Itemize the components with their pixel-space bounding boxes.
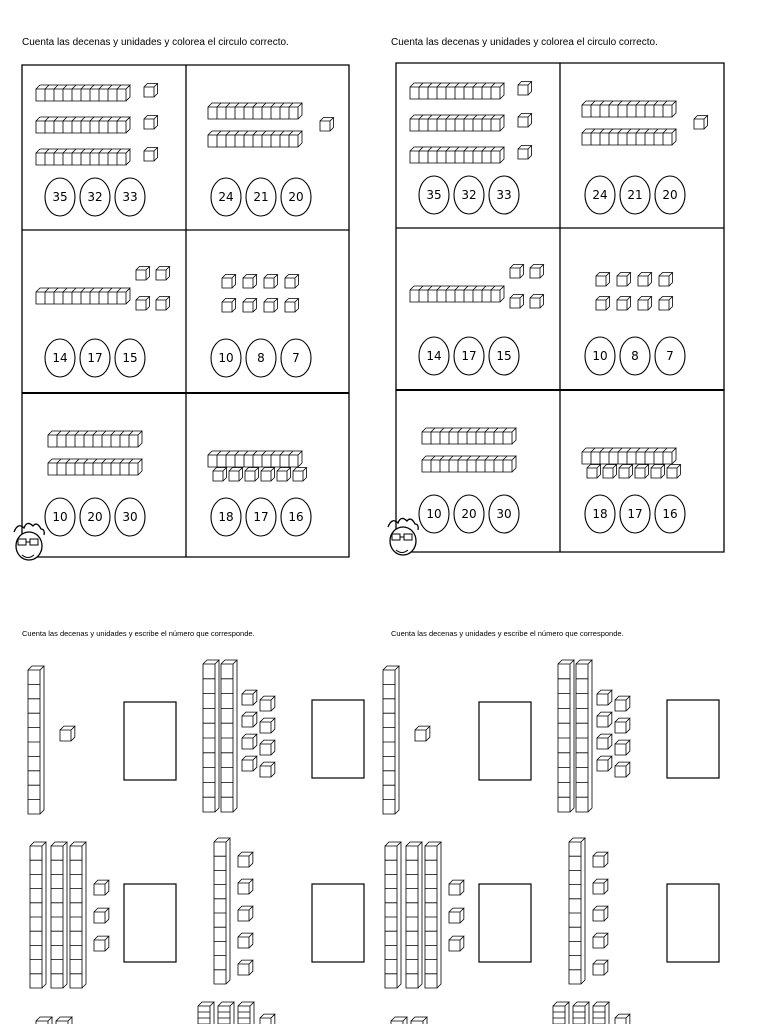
unit-cube <box>238 960 253 975</box>
exercise-cell <box>208 451 311 536</box>
answer-circle[interactable] <box>281 339 311 377</box>
answer-circle[interactable] <box>115 498 145 536</box>
answer-option-label: 20 <box>461 507 477 521</box>
answer-box[interactable] <box>312 700 364 778</box>
unit-cube <box>617 273 631 287</box>
unit-cube <box>596 297 610 311</box>
ten-rod <box>218 1002 234 1024</box>
unit-cube <box>638 273 652 287</box>
exercise-cell <box>208 103 334 216</box>
exercise-cell <box>582 448 685 533</box>
ten-rod <box>406 842 422 988</box>
answer-option-label: 33 <box>496 188 512 202</box>
exercise-cell <box>36 267 170 378</box>
unit-cube <box>243 299 257 313</box>
answer-option-label: 14 <box>426 349 442 363</box>
ten-rod <box>391 1017 407 1024</box>
unit-cube <box>597 712 612 727</box>
answer-option-label: 16 <box>662 507 678 521</box>
ten-rod <box>558 660 574 812</box>
lower-worksheet-right <box>383 660 719 1024</box>
answer-option-label: 14 <box>52 351 68 365</box>
ten-rod <box>582 101 676 117</box>
unit-cube <box>615 1014 630 1024</box>
exercise-cell <box>585 273 685 376</box>
unit-cube <box>518 146 532 160</box>
answer-circle[interactable] <box>211 339 241 377</box>
answer-option-label: 17 <box>461 349 477 363</box>
answer-circle[interactable] <box>489 495 519 533</box>
answer-box[interactable] <box>479 702 531 780</box>
ten-rod <box>48 431 142 447</box>
ten-rod <box>582 448 676 464</box>
answer-circle[interactable] <box>620 495 650 533</box>
answer-circle[interactable] <box>489 337 519 375</box>
unit-cube <box>619 465 633 479</box>
answer-box[interactable] <box>124 884 176 962</box>
answer-circle[interactable] <box>80 178 110 216</box>
unit-cube <box>245 468 259 482</box>
unit-cube <box>264 275 278 289</box>
ten-rod <box>410 147 504 163</box>
answer-option-label: 24 <box>592 188 608 202</box>
exercise-cell <box>45 431 145 536</box>
unit-cube <box>518 82 532 96</box>
unit-cube <box>238 933 253 948</box>
ten-rod <box>36 117 130 133</box>
answer-box[interactable] <box>312 884 364 962</box>
ten-rod <box>569 838 585 984</box>
unit-cube <box>603 465 617 479</box>
ten-rod <box>208 451 302 467</box>
answer-circle[interactable] <box>489 176 519 214</box>
answer-circle[interactable] <box>585 495 615 533</box>
unit-cube <box>587 465 601 479</box>
answer-circle[interactable] <box>454 495 484 533</box>
exercise-cell <box>419 428 519 533</box>
answer-option-label: 17 <box>87 351 103 365</box>
ten-rod <box>411 1017 427 1024</box>
unit-cube <box>94 936 109 951</box>
worksheet-title-left: Cuenta las decenas y unidades y colorea el circulo correcto. <box>22 37 289 48</box>
unit-cube <box>597 690 612 705</box>
answer-circle[interactable] <box>419 337 449 375</box>
unit-cube <box>597 756 612 771</box>
ten-rod <box>28 666 44 814</box>
unit-cube <box>667 465 681 479</box>
boy-face-icon <box>14 523 44 560</box>
unit-cube <box>144 84 158 98</box>
answer-circle[interactable] <box>655 176 685 214</box>
answer-circle[interactable] <box>45 498 75 536</box>
ten-rod <box>425 842 441 988</box>
unit-cube <box>260 696 275 711</box>
exercise-cell <box>410 265 544 376</box>
unit-cube <box>60 726 75 741</box>
ten-rod <box>198 1002 214 1024</box>
unit-cube <box>261 468 275 482</box>
ten-rod <box>203 660 219 812</box>
unit-cube <box>449 880 464 895</box>
worksheet-left <box>14 65 349 560</box>
answer-option-label: 16 <box>288 510 304 524</box>
unit-cube <box>638 297 652 311</box>
unit-cube <box>293 468 307 482</box>
unit-cube <box>242 756 257 771</box>
unit-cube <box>617 297 631 311</box>
answer-option-label: 10 <box>218 351 234 365</box>
answer-option-label: 20 <box>662 188 678 202</box>
ten-rod <box>208 131 302 147</box>
answer-circle[interactable] <box>620 176 650 214</box>
answer-circle[interactable] <box>211 178 241 216</box>
lower-worksheet-title-left: Cuenta las decenas y unidades y escribe el número que corresponde. <box>22 629 255 638</box>
unit-cube <box>530 295 544 309</box>
unit-cube <box>449 908 464 923</box>
unit-cube <box>659 297 673 311</box>
answer-option-label: 10 <box>592 349 608 363</box>
unit-cube <box>136 297 150 311</box>
lower-worksheet-left <box>28 660 364 1024</box>
unit-cube <box>260 762 275 777</box>
ten-rod <box>385 842 401 988</box>
answer-option-label: 15 <box>122 351 138 365</box>
ten-rod <box>56 1017 72 1024</box>
unit-cube <box>242 734 257 749</box>
ten-rod <box>410 286 504 302</box>
answer-circle[interactable] <box>454 176 484 214</box>
ten-rod <box>221 660 237 812</box>
answer-option-label: 18 <box>218 510 234 524</box>
unit-cube <box>593 906 608 921</box>
ten-rod <box>422 456 516 472</box>
exercise-cell <box>36 84 158 217</box>
unit-cube <box>449 936 464 951</box>
ten-rod <box>48 459 142 475</box>
answer-option-label: 10 <box>52 510 68 524</box>
ten-rod <box>553 1002 569 1024</box>
answer-box[interactable] <box>667 700 719 778</box>
answer-option-label: 30 <box>122 510 138 524</box>
unit-cube <box>238 906 253 921</box>
unit-cube <box>94 908 109 923</box>
worksheet-right <box>388 63 724 555</box>
answer-option-label: 7 <box>292 351 300 365</box>
answer-circle[interactable] <box>281 498 311 536</box>
unit-cube <box>136 267 150 281</box>
answer-box[interactable] <box>667 884 719 962</box>
unit-cube <box>593 933 608 948</box>
unit-cube <box>264 299 278 313</box>
answer-option-label: 35 <box>52 190 68 204</box>
ten-rod <box>51 842 67 988</box>
answer-option-label: 35 <box>426 188 442 202</box>
lower-worksheet-title-right: Cuenta las decenas y unidades y escribe el número que corresponde. <box>391 629 624 638</box>
answer-circle[interactable] <box>585 176 615 214</box>
unit-cube <box>156 297 170 311</box>
unit-cube <box>229 468 243 482</box>
answer-option-label: 21 <box>627 188 643 202</box>
answer-circle[interactable] <box>620 337 650 375</box>
unit-cube <box>144 116 158 130</box>
unit-cube <box>260 718 275 733</box>
ten-rod <box>70 842 86 988</box>
answer-option-label: 32 <box>87 190 103 204</box>
ten-rod <box>214 838 230 984</box>
ten-rod <box>208 103 302 119</box>
unit-cube <box>285 299 299 313</box>
answer-circle[interactable] <box>281 178 311 216</box>
answer-circle[interactable] <box>419 495 449 533</box>
unit-cube <box>222 299 236 313</box>
answer-option-label: 10 <box>426 507 442 521</box>
answer-circle[interactable] <box>655 337 685 375</box>
answer-option-label: 20 <box>87 510 103 524</box>
ten-rod <box>36 149 130 165</box>
ten-rod <box>422 428 516 444</box>
unit-cube <box>593 879 608 894</box>
unit-cube <box>242 712 257 727</box>
ten-rod <box>36 1017 52 1024</box>
answer-circle[interactable] <box>45 178 75 216</box>
answer-circle[interactable] <box>211 498 241 536</box>
unit-cube <box>510 265 524 279</box>
unit-cube <box>242 690 257 705</box>
unit-cube <box>238 852 253 867</box>
unit-cube <box>615 718 630 733</box>
unit-cube <box>659 273 673 287</box>
unit-cube <box>277 468 291 482</box>
unit-cube <box>615 740 630 755</box>
boy-face-icon <box>388 518 418 555</box>
unit-cube <box>530 265 544 279</box>
answer-circle[interactable] <box>419 176 449 214</box>
answer-circle[interactable] <box>80 498 110 536</box>
answer-option-label: 17 <box>627 507 643 521</box>
answer-option-label: 21 <box>253 190 269 204</box>
answer-option-label: 17 <box>253 510 269 524</box>
worksheet-title-right: Cuenta las decenas y unidades y colorea el circulo correcto. <box>391 37 658 48</box>
ten-rod <box>573 1002 589 1024</box>
ten-rod <box>36 288 130 304</box>
exercise-cell <box>211 275 311 378</box>
unit-cube <box>615 696 630 711</box>
exercise-cell <box>410 82 532 215</box>
answer-circle[interactable] <box>585 337 615 375</box>
answer-option-label: 8 <box>257 351 265 365</box>
unit-cube <box>243 275 257 289</box>
exercise-cell <box>582 101 708 214</box>
unit-cube <box>597 734 612 749</box>
answer-option-label: 20 <box>288 190 304 204</box>
answer-option-label: 33 <box>122 190 138 204</box>
unit-cube <box>651 465 665 479</box>
answer-box[interactable] <box>479 884 531 962</box>
answer-circle[interactable] <box>246 498 276 536</box>
unit-cube <box>510 295 524 309</box>
ten-rod <box>410 83 504 99</box>
ten-rod <box>593 1002 609 1024</box>
unit-cube <box>213 468 227 482</box>
answer-circle[interactable] <box>655 495 685 533</box>
answer-circle[interactable] <box>115 339 145 377</box>
unit-cube <box>694 116 708 130</box>
unit-cube <box>415 726 430 741</box>
unit-cube <box>320 118 334 132</box>
answer-circle[interactable] <box>246 178 276 216</box>
ten-rod <box>582 129 676 145</box>
answer-option-label: 15 <box>496 349 512 363</box>
unit-cube <box>260 740 275 755</box>
ten-rod <box>36 85 130 101</box>
ten-rod <box>30 842 46 988</box>
answer-circle[interactable] <box>454 337 484 375</box>
unit-cube <box>260 1014 275 1024</box>
answer-option-label: 8 <box>631 349 639 363</box>
unit-cube <box>222 275 236 289</box>
ten-rod <box>410 115 504 131</box>
answer-option-label: 24 <box>218 190 234 204</box>
unit-cube <box>238 879 253 894</box>
unit-cube <box>156 267 170 281</box>
ten-rod <box>383 666 399 814</box>
answer-circle[interactable] <box>115 178 145 216</box>
ten-rod <box>238 1002 254 1024</box>
answer-box[interactable] <box>124 702 176 780</box>
unit-cube <box>596 273 610 287</box>
answer-option-label: 32 <box>461 188 477 202</box>
answer-circle[interactable] <box>80 339 110 377</box>
unit-cube <box>635 465 649 479</box>
unit-cube <box>518 114 532 128</box>
unit-cube <box>94 880 109 895</box>
answer-option-label: 7 <box>666 349 674 363</box>
unit-cube <box>593 960 608 975</box>
answer-option-label: 30 <box>496 507 512 521</box>
unit-cube <box>144 148 158 162</box>
answer-circle[interactable] <box>246 339 276 377</box>
unit-cube <box>593 852 608 867</box>
unit-cube <box>615 762 630 777</box>
ten-rod <box>576 660 592 812</box>
answer-circle[interactable] <box>45 339 75 377</box>
unit-cube <box>285 275 299 289</box>
answer-option-label: 18 <box>592 507 608 521</box>
